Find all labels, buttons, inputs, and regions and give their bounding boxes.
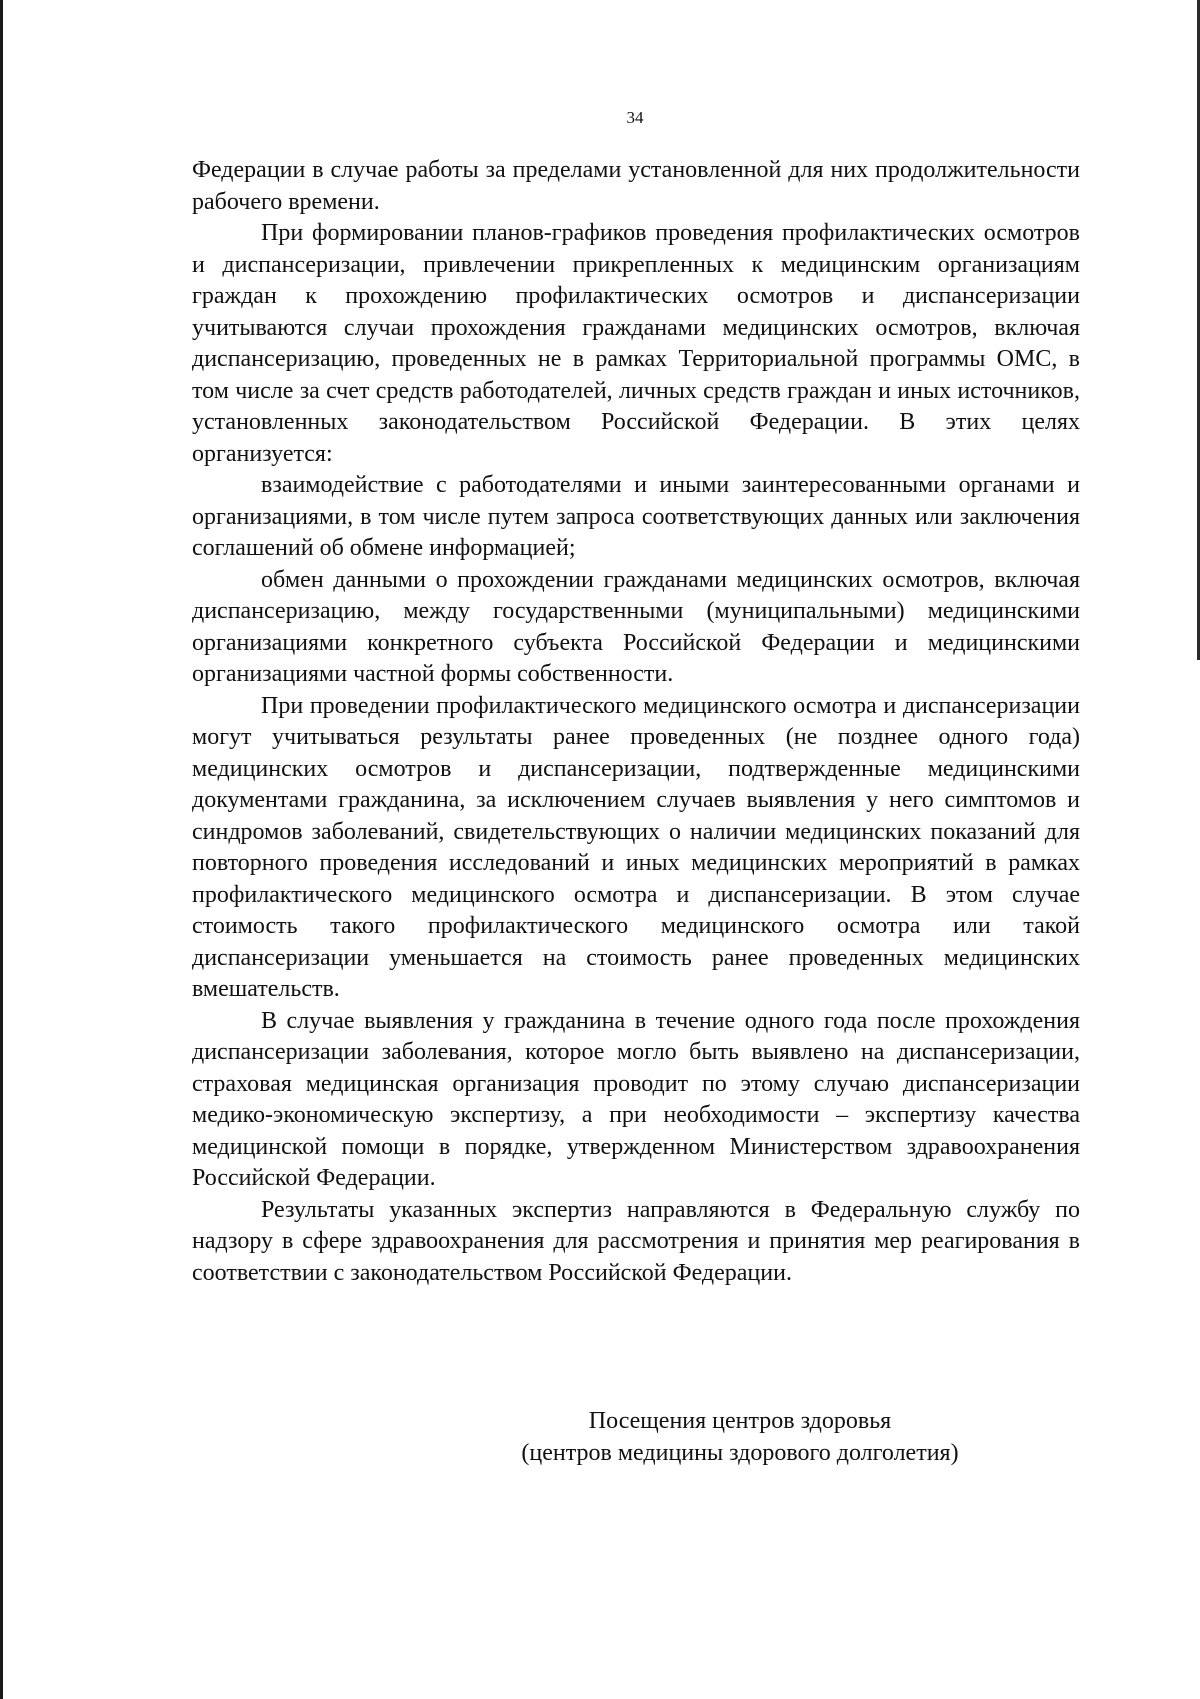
paragraph-schedules: При формировании планов-графиков проведения профилактических осмотров и диспансеризации, привлечении прикрепленных к медицинским организациям граждан к прохождению профилактических осмотров и диспансеризации учитываются случаи прохождения гражданами медицинских осмотров, включая диспансеризацию, проведенных не в рамках Территориальной программы ОМС, в том числе за счет средств работодателей, личных средств граждан и иных источников, установленных законодательством Российской Федерации. В этих целях организуется: bbox=[192, 220, 1080, 467]
document-body bbox=[192, 155, 1080, 1289]
paragraph-expertise: В случае выявления у гражданина в течение одного года после прохождения диспансеризации заболевания, которое могло быть выявлено на диспансеризации, страховая медицинская организация проводит по этому случаю диспансеризации медико-экономическую экспертизу, а при необходимости – экспертизу качества медицинской помощи в порядке, утвержденном Министерством здравоохранения Российской Федерации. bbox=[192, 1007, 1080, 1191]
paragraph-interaction: взаимодействие с работодателями и иными заинтересованными органами и организациями, в том числе путем запроса соответствующих данных или заключения соглашений об обмене информацией; bbox=[192, 472, 1080, 561]
paragraph-previous-results: При проведении профилактического медицинского осмотра и диспансеризации могут учитываться результаты ранее проведенных (не позднее одного года) медицинских осмотров и диспансеризации, подтвержденные медицинскими документами гражданина, за исключением случаев выявления у него симптомов и синдромов заболеваний, свидетельствующих о наличии медицинских показаний для повторного проведения исследований и иных медицинских мероприятий в рамках профилактического медицинского осмотра и диспансеризации. В этом случае стоимость такого профилактического медицинского осмотра или такой диспансеризации уменьшается на стоимость ранее проведенных медицинских вмешательств. bbox=[192, 692, 1080, 1002]
scan-edge-left bbox=[0, 0, 3, 1699]
section-heading bbox=[300, 1405, 1180, 1469]
section-heading-line-2: (центров медицины здорового долголетия) bbox=[521, 1440, 959, 1466]
paragraph-continuation: Федерации в случае работы за пределами установленной для них продолжительности рабочего времени. bbox=[192, 157, 1080, 215]
page-number: 34 bbox=[626, 108, 644, 127]
paragraph-expertise-results: Результаты указанных экспертиз направляются в Федеральную службу по надзору в сфере здравоохранения для рассмотрения и принятия мер реагирования в соответствии с законодательством Российской Федерации. bbox=[192, 1196, 1080, 1286]
section-heading-line-1: Посещения центров здоровья bbox=[588, 1408, 892, 1434]
paragraph-data-exchange: обмен данными о прохождении гражданами медицинских осмотров, включая диспансеризацию, между государственными (муниципальными) медицинскими организациями конкретного субъекта Российской Федерации и медицинскими организациями частной формы собственности. bbox=[192, 566, 1080, 687]
